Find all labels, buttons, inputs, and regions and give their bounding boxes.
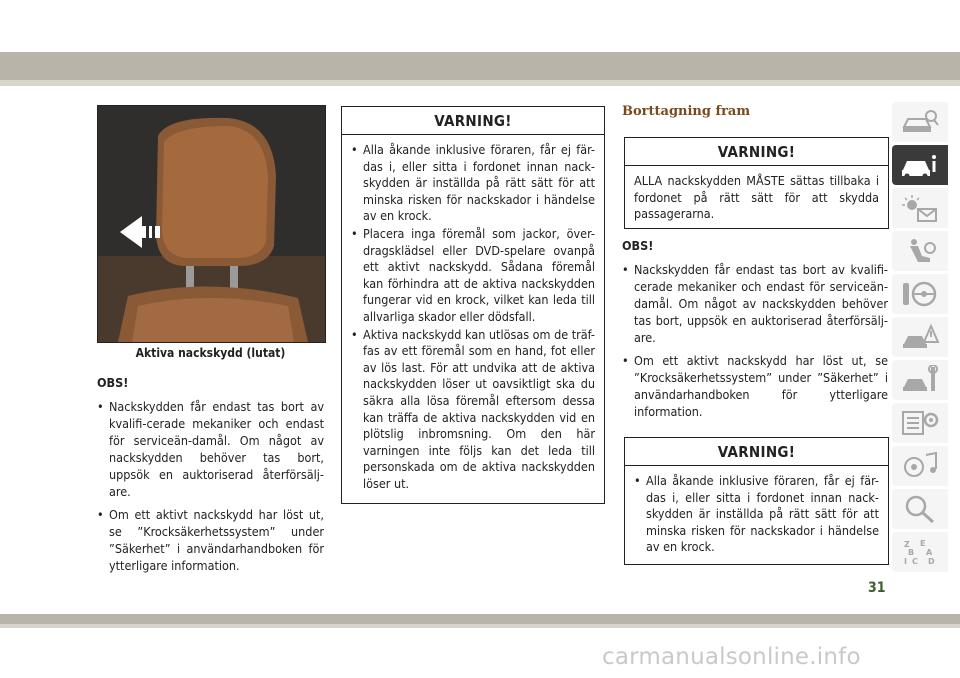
footer-stripe-light xyxy=(0,624,960,628)
obs-label: OBS! xyxy=(622,238,654,253)
list-item: • Om ett aktivt nackskydd har löst ut, se ”Krocksäkerhetssystem” under ”Säkerhet” i användarhandboken för ytterligare information. xyxy=(622,352,888,420)
left-column-text xyxy=(97,374,324,580)
list-item: • Om ett aktivt nackskydd har löst ut, se ”Krocksäkerhetssystem” under ”Säkerhet” i användarhandboken för ytterligare information. xyxy=(97,506,324,574)
warning-box-middle xyxy=(341,106,605,504)
warning-title: VARNING! xyxy=(625,438,888,466)
warning-body xyxy=(625,466,888,562)
tab-airbag-seat[interactable] xyxy=(892,231,948,271)
warning-body xyxy=(342,135,604,499)
warning-box-right-2 xyxy=(624,437,889,565)
svg-text:C: C xyxy=(912,557,918,566)
tab-maintenance[interactable] xyxy=(892,403,948,443)
warning-box-right-1 xyxy=(624,137,889,229)
footer-stripe xyxy=(0,614,960,624)
tab-warning-lights[interactable] xyxy=(892,188,948,228)
svg-text:E: E xyxy=(920,539,926,548)
tab-multimedia[interactable] xyxy=(892,446,948,486)
right-bullet-list xyxy=(622,261,888,420)
svg-text:Z: Z xyxy=(904,540,910,549)
airbag-seat-icon xyxy=(900,236,940,266)
warning-body: ALLA nackskydden MÅSTE sättas tillbaka i fordonet på rätt sätt för att skydda passagerarna. xyxy=(634,173,879,222)
page-top-margin xyxy=(0,0,960,52)
tab-car-search[interactable] xyxy=(892,102,948,142)
roadside-emergency-icon xyxy=(900,322,940,352)
header-stripe-light xyxy=(0,80,960,86)
tab-car-info[interactable] xyxy=(892,145,948,185)
svg-text:B: B xyxy=(908,548,915,557)
list-item: • Aktiva nackskydd kan utlösas om de träf-fas av ett föremål som en hand, fot eller av lös last. För att undvika att de aktiva nackskydden löser ut oavsiktligt ska du säkra alla lösa föremål eftersom dessa kan träffa de aktiva nackskydden vid en plötslig inbromsning. Om den här varningen inte följs kan det leda till personskada om de aktiva nackskydden löser ut. xyxy=(351,327,595,493)
warning-light-message-icon xyxy=(900,193,940,223)
svg-text:A: A xyxy=(926,548,933,557)
alphabet-index-icon xyxy=(900,537,940,567)
watermark: carmanualsonline.info xyxy=(602,644,861,670)
tab-alphabet-index[interactable] xyxy=(892,532,948,572)
maintenance-spec-icon xyxy=(900,408,940,438)
car-search-icon xyxy=(900,107,940,137)
list-item: • Nackskydden får endast tas bort av kvalifi-cerade mekaniker och endast för serviceän-damål. Om något av nackskydden behöver tas bort, uppsök en auktoriserad återförsälj-are. xyxy=(622,261,888,346)
car-info-icon xyxy=(900,150,940,180)
car-service-tools-icon xyxy=(900,365,940,395)
steering-wheel-driving-icon xyxy=(900,279,940,309)
svg-text:I: I xyxy=(904,557,907,566)
list-item: • Nackskydden får endast tas bort av kvalifi-cerade mekaniker och endast för serviceän-damål. Om något av nackskydden behöver tas bort, uppsök en auktoriserad återförsälj-are. xyxy=(97,398,324,500)
tab-service-tools[interactable] xyxy=(892,360,948,400)
tab-index-search[interactable] xyxy=(892,489,948,529)
list-item: • Placera inga föremål som jackor, över-dragsklädsel eller DVD-spelare ovanpå ett aktivt nackskydd. Sådana föremål kan förhindra att de aktiva nackskydden fungerar vid en krock, vilket kan leda till allvarliga skador eller dödsfall. xyxy=(351,226,595,326)
tab-roadside-emergency[interactable] xyxy=(892,317,948,357)
multimedia-music-icon xyxy=(900,451,940,481)
warning-title: VARNING! xyxy=(625,138,888,166)
page-number: 31 xyxy=(868,580,886,596)
section-heading: Borttagning fram xyxy=(622,104,751,119)
left-bullet-list xyxy=(97,398,324,574)
headrest-photo xyxy=(97,105,326,343)
warning-title: VARNING! xyxy=(342,107,604,135)
warning-bullet-list xyxy=(634,473,879,556)
tab-steering-wheel[interactable] xyxy=(892,274,948,314)
list-item: • Alla åkande inklusive föraren, får ej fär-das i, eller sitta i fordonet innan nack-skydden är inställda på rätt sätt för att minska risken för nackskador i händelse av en krock. xyxy=(634,473,879,556)
list-item: • Alla åkande inklusive föraren, får ej fär-das i, eller sitta i fordonet innan nack-skydden är inställda på rätt sätt för att minska risken för nackskador i händelse av en krock. xyxy=(351,142,595,225)
image-caption: Aktiva nackskydd (lutat) xyxy=(135,346,286,360)
header-stripe xyxy=(0,52,960,80)
index-search-icon xyxy=(900,494,940,524)
headrest-illustration xyxy=(98,106,325,342)
warning-bullet-list xyxy=(351,142,595,492)
svg-text:D: D xyxy=(928,557,935,566)
obs-label: OBS! xyxy=(97,375,129,390)
right-column-text xyxy=(622,237,888,426)
